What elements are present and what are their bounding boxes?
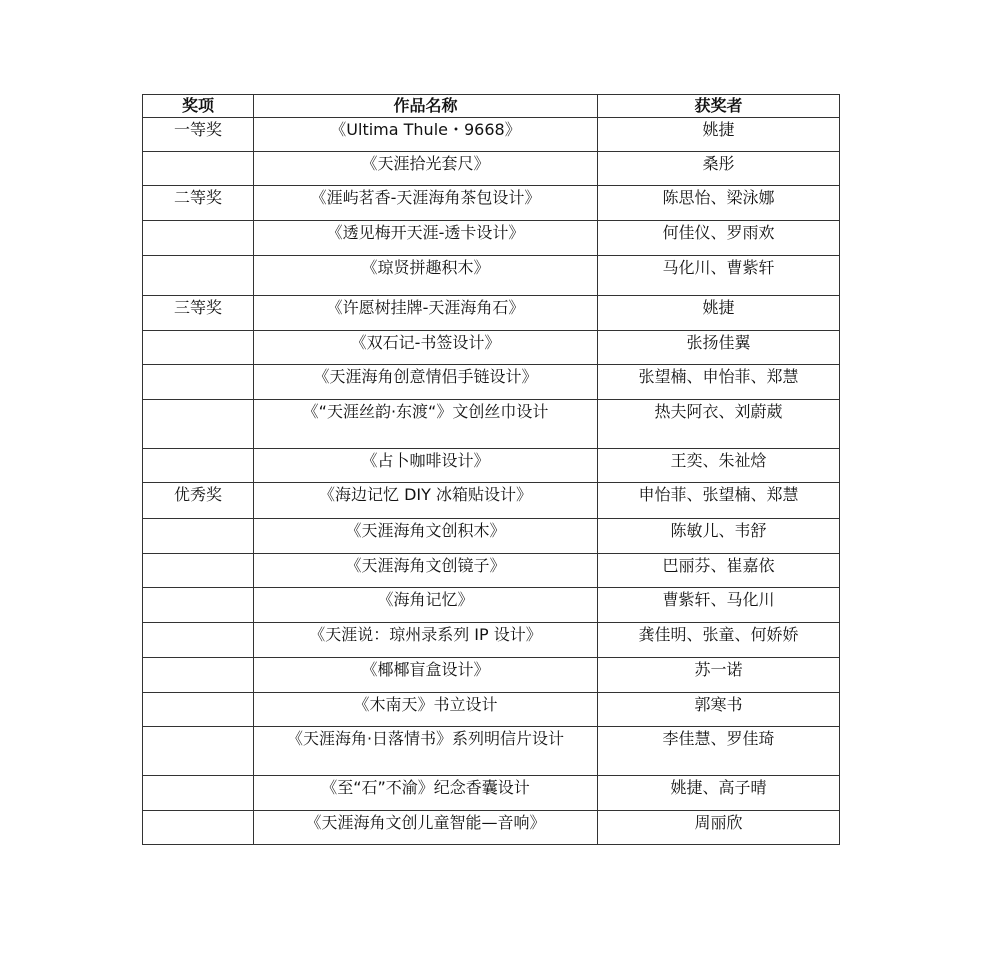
winner-cell: 马化川、曹紫轩	[598, 256, 840, 296]
work-cell: 《天涯海角文创积木》	[254, 519, 598, 554]
work-cell: 《海边记忆 DIY 冰箱贴设计》	[254, 483, 598, 519]
header-row	[143, 95, 840, 118]
prize-cell-empty	[143, 519, 254, 554]
table-row	[143, 658, 840, 693]
prize-cell-empty	[143, 776, 254, 811]
table-row	[143, 331, 840, 365]
work-cell: 《天涯拾光套尺》	[254, 152, 598, 186]
table-row	[143, 118, 840, 152]
work-cell: 《琼贤拼趣积木》	[254, 256, 598, 296]
prize-cell-empty	[143, 221, 254, 256]
header-winner: 获奖者	[598, 95, 840, 118]
table-row	[143, 554, 840, 588]
winner-cell: 陈思怡、梁泳娜	[598, 186, 840, 221]
work-cell: 《双石记-书签设计》	[254, 331, 598, 365]
prize-cell-empty	[143, 588, 254, 623]
winner-cell: 王奕、朱祉焓	[598, 449, 840, 483]
work-cell: 《海角记忆》	[254, 588, 598, 623]
table-row	[143, 152, 840, 186]
prize-cell-empty	[143, 152, 254, 186]
winner-cell: 曹紫轩、马化川	[598, 588, 840, 623]
prize-cell-empty	[143, 623, 254, 658]
prize-cell-empty	[143, 365, 254, 400]
winner-cell: 桑彤	[598, 152, 840, 186]
work-cell: 《许愿树挂牌-天涯海角石》	[254, 296, 598, 331]
table-row	[143, 449, 840, 483]
winner-cell: 周丽欣	[598, 811, 840, 845]
prize-cell-empty	[143, 331, 254, 365]
prize-cell-empty	[143, 693, 254, 727]
work-cell: 《至“石”不渝》纪念香囊设计	[254, 776, 598, 811]
prize-cell-empty	[143, 727, 254, 776]
work-cell: 《天涯海角文创镜子》	[254, 554, 598, 588]
table-row	[143, 256, 840, 296]
prize-cell: 二等奖	[143, 186, 254, 221]
prize-cell: 一等奖	[143, 118, 254, 152]
table-row	[143, 400, 840, 449]
prize-cell: 三等奖	[143, 296, 254, 331]
table-row	[143, 221, 840, 256]
prize-cell-empty	[143, 400, 254, 449]
table-row	[143, 588, 840, 623]
winner-cell: 姚捷、高子晴	[598, 776, 840, 811]
winner-cell: 张望楠、申怡菲、郑慧	[598, 365, 840, 400]
work-cell: 《“天涯丝韵·东渡“》文创丝巾设计	[254, 400, 598, 449]
table-row	[143, 186, 840, 221]
winner-cell: 姚捷	[598, 118, 840, 152]
winner-cell: 苏一诺	[598, 658, 840, 693]
prize-cell-empty	[143, 449, 254, 483]
work-cell: 《天涯海角文创儿童智能—音响》	[254, 811, 598, 845]
winner-cell: 陈敏儿、韦舒	[598, 519, 840, 554]
winner-cell: 龚佳明、张童、何娇娇	[598, 623, 840, 658]
table-row	[143, 811, 840, 845]
table-row	[143, 693, 840, 727]
prize-cell-empty	[143, 658, 254, 693]
winner-cell: 巴丽芬、崔嘉依	[598, 554, 840, 588]
winner-cell: 姚捷	[598, 296, 840, 331]
winner-cell: 申怡菲、张望楠、郑慧	[598, 483, 840, 519]
prize-cell-empty	[143, 811, 254, 845]
table-row	[143, 519, 840, 554]
prize-cell-empty	[143, 256, 254, 296]
header-prize: 奖项	[143, 95, 254, 118]
work-cell: 《涯屿茗香-天涯海角茶包设计》	[254, 186, 598, 221]
awards-table	[142, 94, 840, 845]
table-row	[143, 776, 840, 811]
table-body	[143, 118, 840, 845]
table-row	[143, 296, 840, 331]
work-cell: 《Ultima Thule・9668》	[254, 118, 598, 152]
work-cell: 《椰椰盲盒设计》	[254, 658, 598, 693]
work-cell: 《占卜咖啡设计》	[254, 449, 598, 483]
prize-cell: 优秀奖	[143, 483, 254, 519]
work-cell: 《木南天》书立设计	[254, 693, 598, 727]
winner-cell: 郭寒书	[598, 693, 840, 727]
table-row	[143, 483, 840, 519]
work-cell: 《天涯说：琼州录系列 IP 设计》	[254, 623, 598, 658]
winner-cell: 李佳慧、罗佳琦	[598, 727, 840, 776]
table-row	[143, 623, 840, 658]
table-row	[143, 727, 840, 776]
prize-cell-empty	[143, 554, 254, 588]
winner-cell: 张扬佳翼	[598, 331, 840, 365]
winner-cell: 何佳仪、罗雨欢	[598, 221, 840, 256]
table-row	[143, 365, 840, 400]
header-work: 作品名称	[254, 95, 598, 118]
work-cell: 《透见梅开天涯-透卡设计》	[254, 221, 598, 256]
work-cell: 《天涯海角创意情侣手链设计》	[254, 365, 598, 400]
winner-cell: 热夫阿衣、刘蔚葳	[598, 400, 840, 449]
work-cell: 《天涯海角·日落情书》系列明信片设计	[254, 727, 598, 776]
